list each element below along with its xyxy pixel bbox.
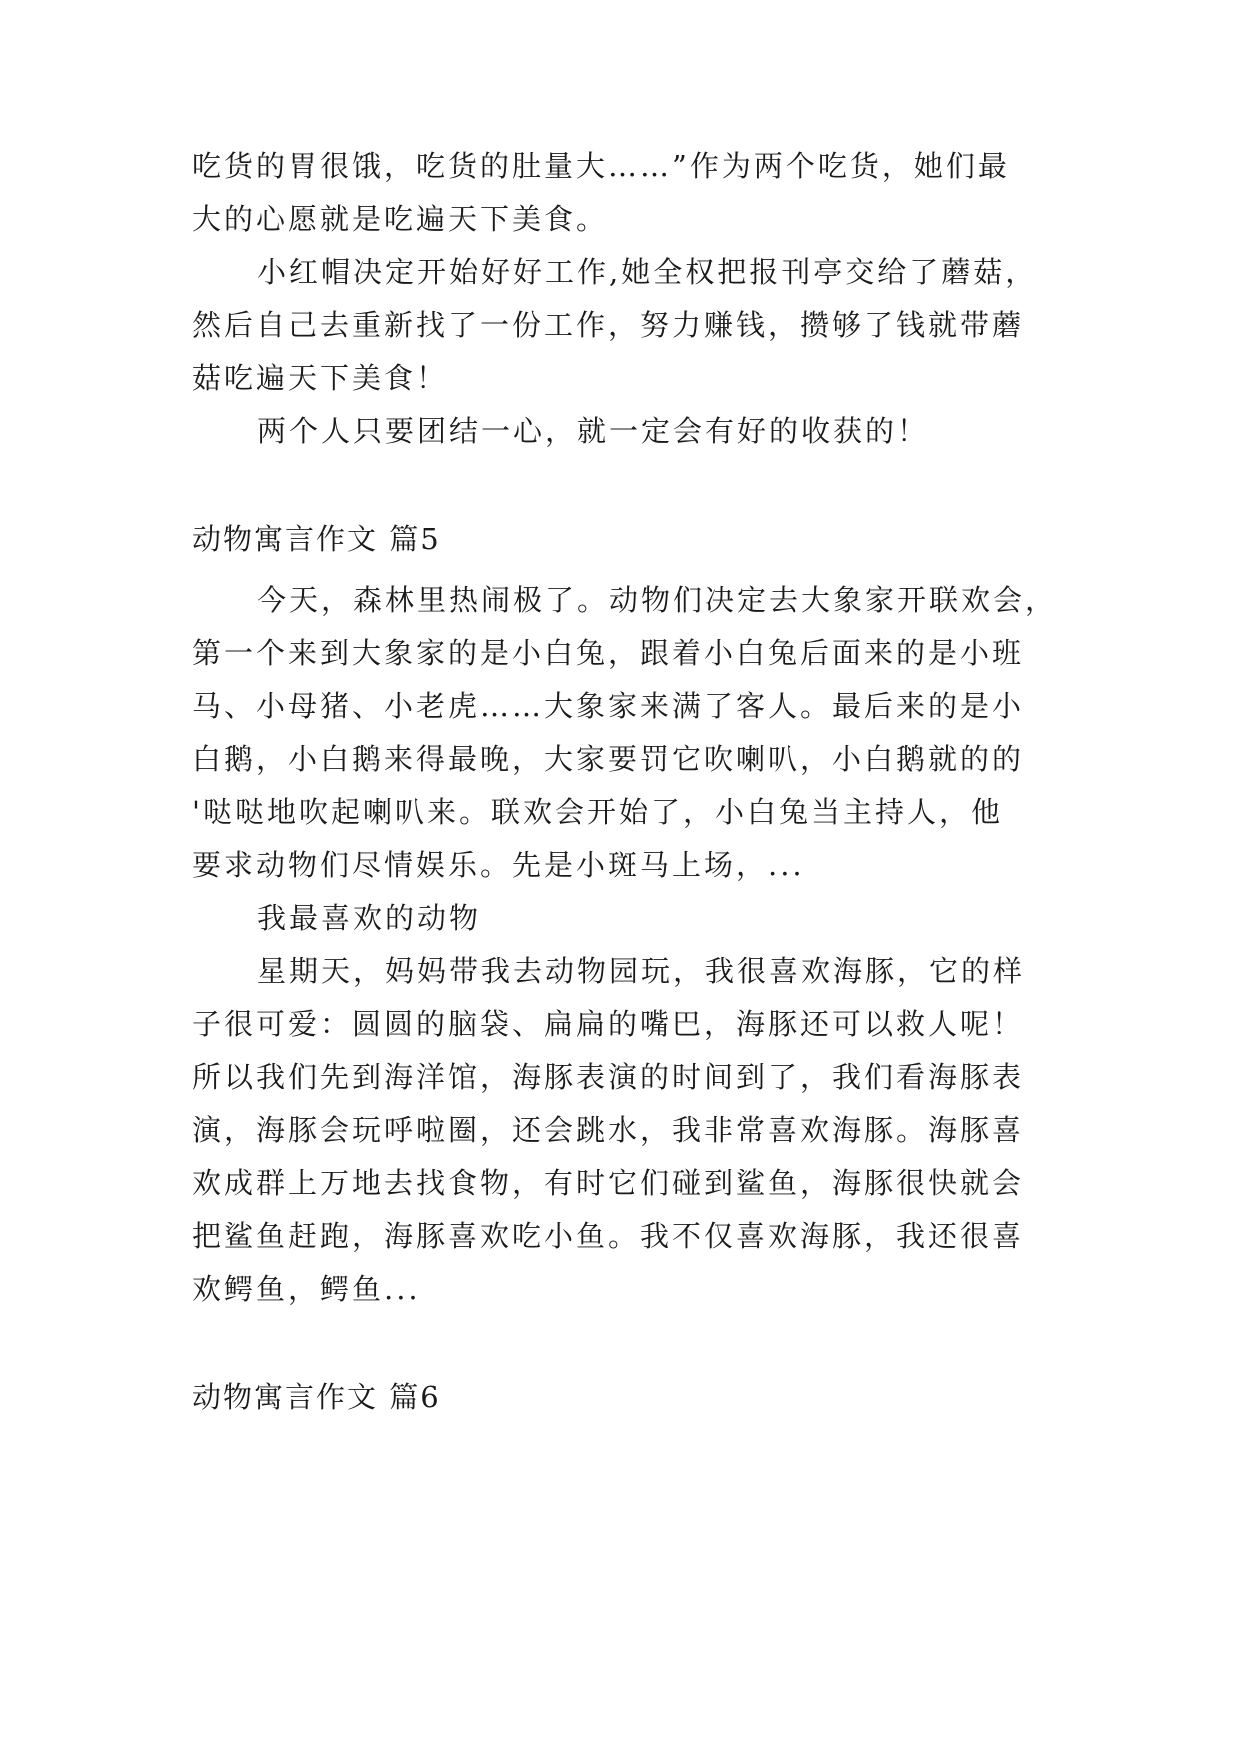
s5p2-line-6: 把鲨鱼赶跑，海豚喜欢吃小鱼。我不仅喜欢海豚，我还很喜 [192, 1219, 1025, 1253]
s5p1-line-1: 今天，森林里热闹极了。动物们决定去大象家开联欢会， [257, 583, 1058, 617]
s5p1-line-2: 第一个来到大象家的是小白兔，跟着小白兔后面来的是小班 [192, 636, 1025, 670]
s5p2-line-4: 演，海豚会玩呼啦圈，还会跳水，我非常喜欢海豚。海豚喜 [192, 1113, 1025, 1147]
section5-subtitle: 我最喜欢的动物 [257, 901, 482, 935]
s5p2-line-5: 欢成群上万地去找食物，有时它们碰到鲨鱼，海豚很快就会 [192, 1166, 1025, 1200]
s5p2-line-3: 所以我们先到海洋馆，海豚表演的时间到了，我们看海豚表 [192, 1060, 1025, 1094]
intro-line-1: 吃货的胃很饿，吃货的肚量大……”作为两个吃货，她们最 [192, 149, 1010, 183]
unity-line-1: 两个人只要团结一心，就一定会有好的收获的！ [257, 414, 930, 448]
s5p2-line-2: 子很可爱：圆圆的脑袋、扁扁的嘴巴，海豚还可以救人呢！ [192, 1007, 1025, 1041]
work-line-3: 菇吃遍天下美食！ [192, 361, 449, 395]
intro-line-2: 大的心愿就是吃遍天下美食。 [192, 202, 609, 236]
s5p1-line-6: 要求动物们尽情娱乐。先是小斑马上场，... [192, 848, 805, 882]
work-line-2: 然后自己去重新找了一份工作，努力赚钱，攒够了钱就带蘑 [192, 308, 1025, 342]
s5p1-line-4: 白鹅，小白鹅来得最晚，大家要罚它吹喇叭，小白鹅就的的 [192, 742, 1025, 776]
s5p2-line-7: 欢鳄鱼，鳄鱼... [192, 1272, 421, 1306]
s5p1-line-5: '哒哒地吹起喇叭来。联欢会开始了，小白兔当主持人，他 [192, 795, 1003, 829]
work-line-1: 小红帽决定开始好好工作,她全权把报刊亭交给了蘑菇， [257, 255, 1038, 289]
section5-heading: 动物寓言作文 篇5 [192, 522, 441, 556]
section6-heading: 动物寓言作文 篇6 [192, 1380, 441, 1414]
s5p2-line-1: 星期天，妈妈带我去动物园玩，我很喜欢海豚，它的样 [257, 954, 1026, 988]
s5p1-line-3: 马、小母猪、小老虎……大象家来满了客人。最后来的是小 [192, 689, 1025, 723]
